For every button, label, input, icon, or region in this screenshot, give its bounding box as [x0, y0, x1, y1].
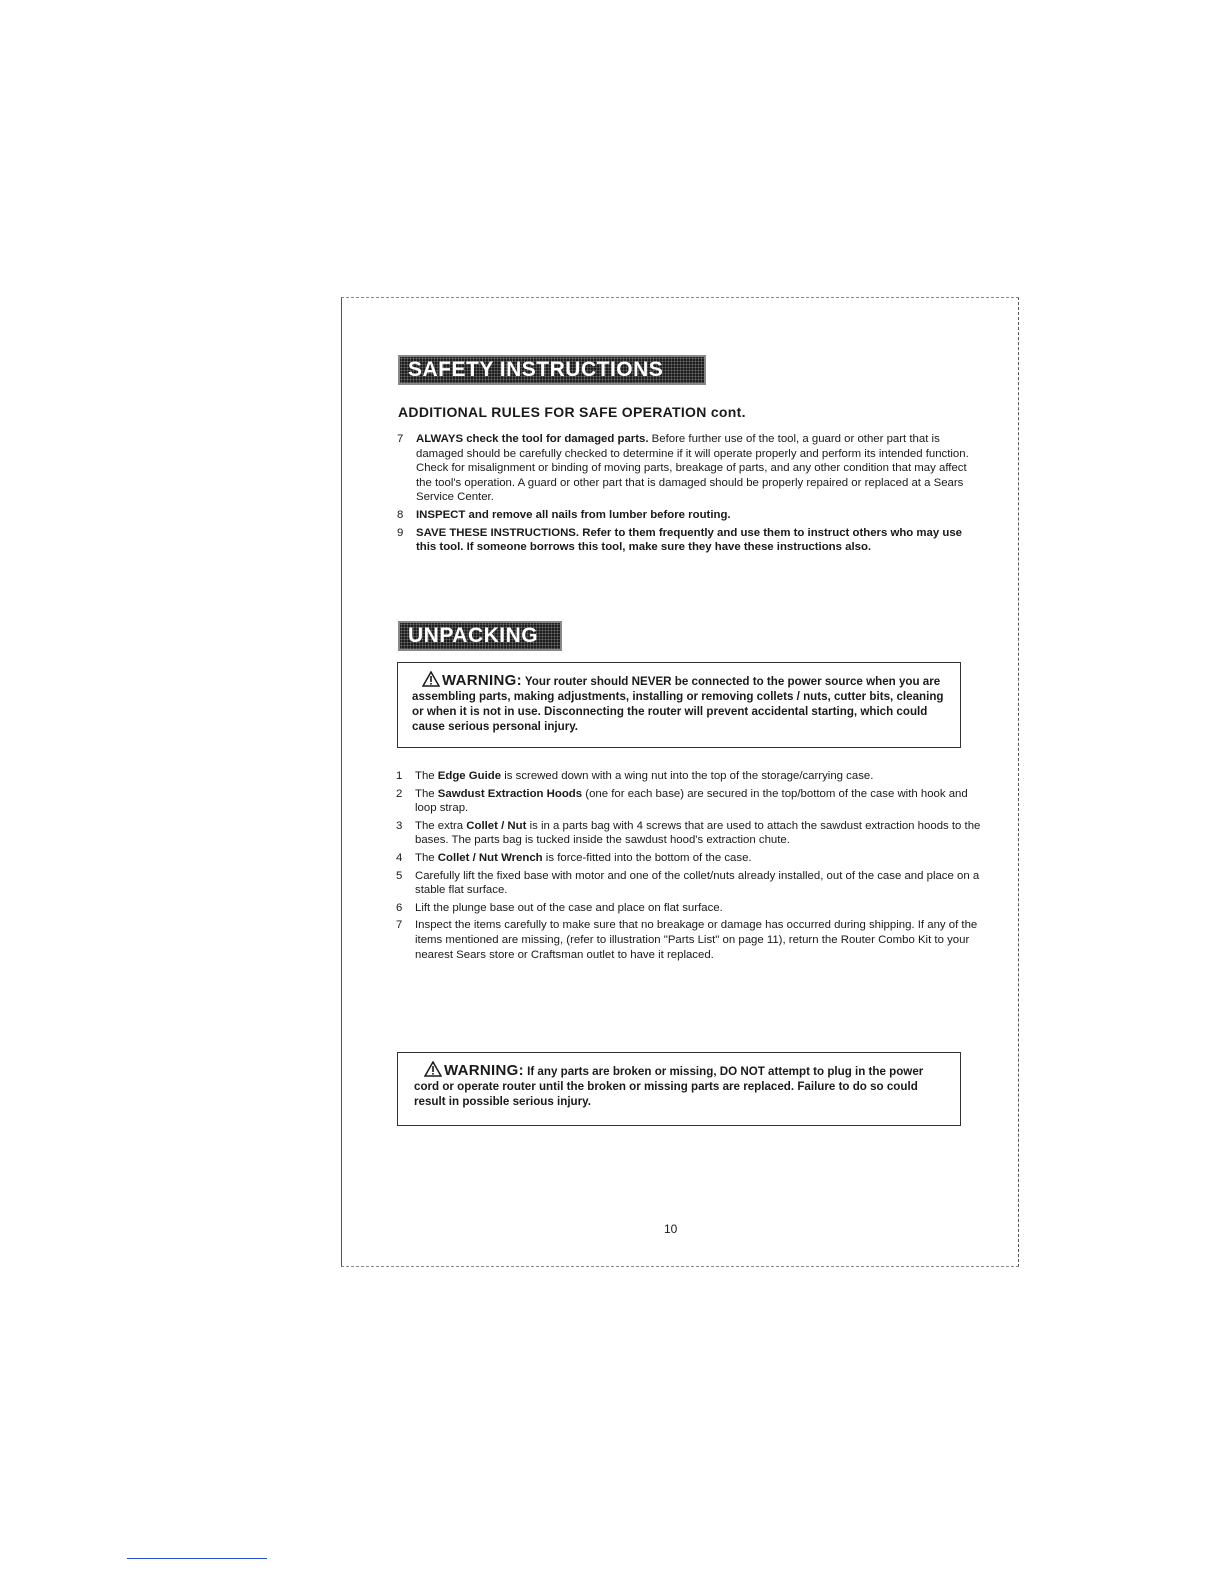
- list-item: 5 Carefully lift the fixed base with motor and one of the collet/nuts already installed, out of the case and place on a stable flat surface.: [396, 869, 980, 897]
- list-item: 2 The Sawdust Extraction Hoods (one for each base) are secured in the top/bottom of the case with hook and loop strap.: [396, 787, 968, 815]
- list-item: 8 INSPECT and remove all nails from lumber before routing.: [397, 508, 731, 521]
- list-item: 4 The Collet / Nut Wrench is force-fitted into the bottom of the case.: [396, 851, 752, 864]
- warning-text: Your router should NEVER be connected to the power source when you are assembling parts, making adjustments, installing or removing collets / nuts, cutter bits, cleaning or when it is not in use. Disconnecting the router will prevent accidental starting, which could cause serious personal injury.: [412, 675, 944, 733]
- safety-instructions-banner: SAFETY INSTRUCTIONS cont.: [398, 355, 706, 385]
- warning-triangle-icon: [422, 671, 440, 687]
- footer-rule: [127, 1558, 267, 1559]
- safety-rules-list: [397, 432, 977, 558]
- list-item: 1 The Edge Guide is screwed down with a wing nut into the top of the storage/carrying case.: [396, 770, 874, 782]
- warning-label: WARNING:: [444, 1062, 524, 1079]
- additional-rules-heading: ADDITIONAL RULES FOR SAFE OPERATION cont.: [398, 404, 746, 420]
- warning-label: WARNING:: [442, 672, 522, 689]
- page-number: 10: [664, 1222, 678, 1236]
- list-item: 9 SAVE THESE INSTRUCTIONS. Refer to them frequently and use them to instruct others who may use this tool. If someone borrows this tool, make sure they have these instructions also.: [397, 526, 962, 554]
- list-item: 6 Lift the plunge base out of the case and place on flat surface.: [396, 901, 723, 914]
- list-item: 3 The extra Collet / Nut is in a parts bag with 4 screws that are used to attach the sawdust extraction hoods to the bases. The parts bag is tucked inside the sawdust hood's extraction chute.: [396, 819, 981, 847]
- unpacking-banner: UNPACKING: [398, 621, 562, 651]
- warning-triangle-icon: [424, 1061, 442, 1077]
- warning-box-power: [397, 662, 961, 748]
- list-item: 7 ALWAYS check the tool for damaged parts. Before further use of the tool, a guard or other part that is damaged should be carefully checked to determine if it will operate properly and perform its intended function. Check for misalignment or binding of moving parts, breakage of parts, and any other condition that may affect the tool's operation. A guard or other part that is damaged should be properly repaired or replaced at a Sears Service Center.: [397, 433, 969, 504]
- list-item: 7 Inspect the items carefully to make sure that no breakage or damage has occurred during shipping. If any of the items mentioned are missing, (refer to illustration "Parts List" on page 11), return the Router Combo Kit to your nearest Sears store or Craftsman outlet to have it replaced.: [396, 919, 978, 961]
- unpacking-steps-list: [396, 769, 986, 965]
- warning-text: If any parts are broken or missing, DO NOT attempt to plug in the power cord or operate router until the broken or missing parts are replaced. Failure to do so could result in possible serious injury.: [414, 1065, 924, 1108]
- warning-box-missing-parts: [397, 1052, 961, 1126]
